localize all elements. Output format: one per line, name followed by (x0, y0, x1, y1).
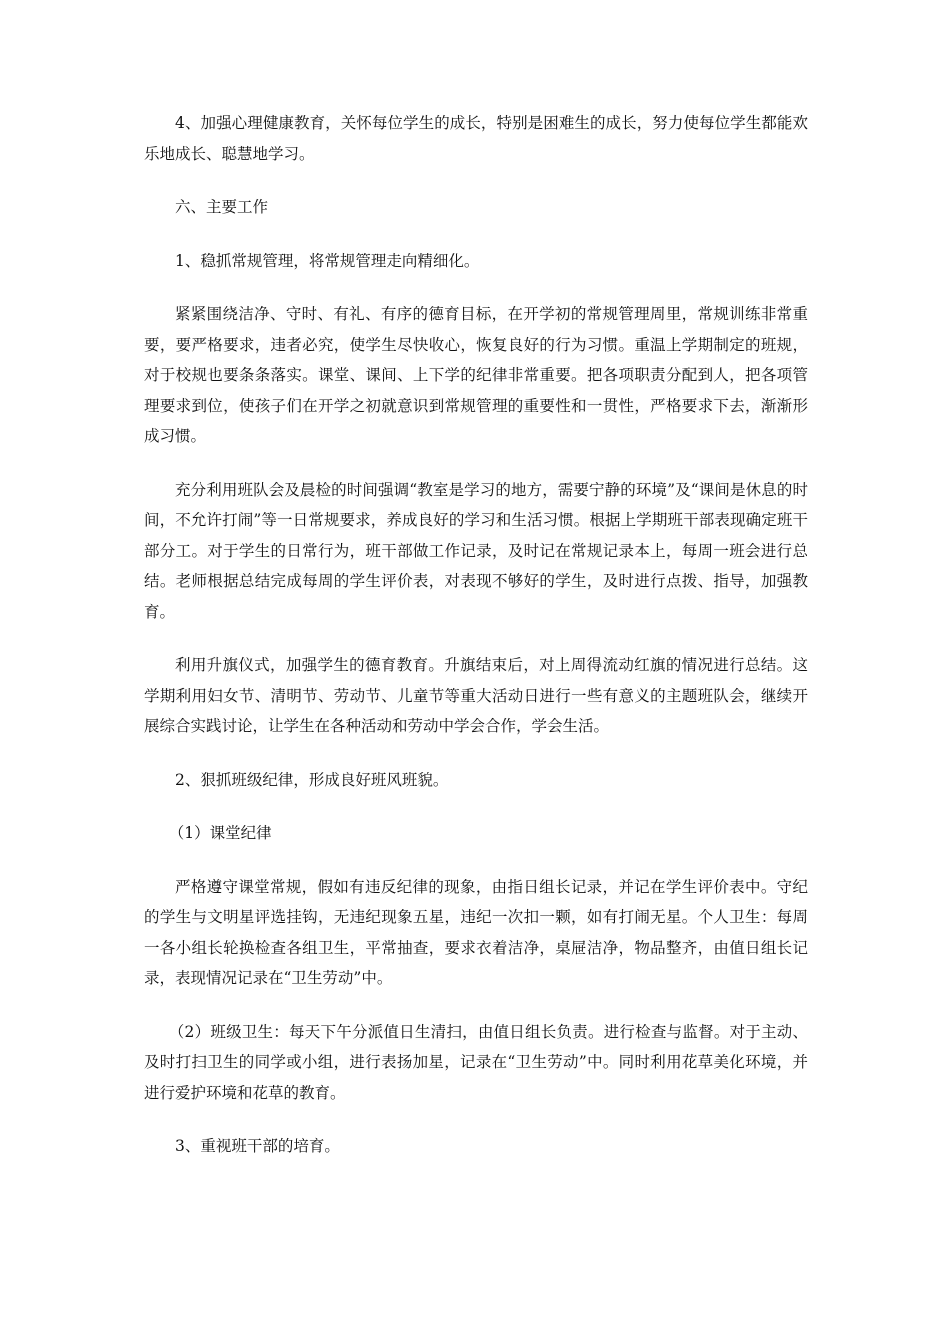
paragraph-classroom-rules: 严格遵守课堂常规，假如有违反纪律的现象，由指日组长记录，并记在学生评价表中。守纪的学生与文明星评选挂钩，无违纪现象五星，违纪一次扣一颗，如有打闹无星。个人卫生：每周一各小组长轮换检查各组卫生，平常抽查，要求衣着洁净，桌屉洁净，物品整齐，由值日组长记录，表现情况记录在“卫生劳动”中。 (144, 877, 808, 987)
subheading-routine-management: 1、稳抓常规管理，将常规管理走向精细化。 (175, 251, 480, 270)
document-body (144, 108, 808, 1185)
paragraph-flag-ceremony: 利用升旗仪式，加强学生的德育教育。升旗结束后，对上周得流动红旗的情况进行总结。这学期利用妇女节、清明节、劳动节、儿童节等重大活动日进行一些有意义的主题班队会，继续开展综合实践讨论，让学生在各种活动和劳动中学会合作，学会生活。 (144, 656, 808, 735)
paragraph-class-hygiene: （2）班级卫生：每天下午分派值日生清扫，由值日组长负责。进行检查与监督。对于主动、及时打扫卫生的同学或小组，进行表扬加星，记录在“卫生劳动”中。同时利用花草美化环境，并进行爱护环境和花草的教育。 (144, 1022, 808, 1102)
subheading-classroom-discipline: （1）课堂纪律 (168, 824, 272, 842)
paragraph-routine-goals: 紧紧围绕洁净、守时、有礼、有序的德育目标，在开学初的常规管理周里，常规训练非常重要，要严格要求，违者必究，使学生尽快收心，恢复良好的行为习惯。重温上学期制定的班规，对于校规也要条条落实。课堂、课间、上下学的纪律非常重要。把各项职责分配到人，把各项管理要求到位，使孩子们在开学之初就意识到常规管理的重要性和一贯性，严格要求下去，渐渐形成习惯。 (144, 305, 808, 445)
section-heading-main-work: 六、主要工作 (175, 198, 269, 216)
paragraph-item-4-mental-health: 4、加强心理健康教育，关怀每位学生的成长，特别是困难生的成长，努力使每位学生都能欢乐地成长、聪慧地学习。 (144, 114, 808, 163)
subheading-class-cadres: 3、重视班干部的培育。 (175, 1137, 340, 1155)
paragraph-class-meetings: 充分利用班队会及晨检的时间强调“教室是学习的地方，需要宁静的环境”及“课间是休息的时间，不允许打闹”等一日常规要求，养成良好的学习和生活习惯。根据上学期班干部表现确定班干部分工。对于学生的日常行为，班干部做工作记录，及时记在常规记录本上，每周一班会进行总结。老师根据总结完成每周的学生评价表，对表现不够好的学生，及时进行点拨、指导，加强教育。 (144, 480, 808, 621)
subheading-class-discipline: 2、狠抓班级纪律，形成良好班风班貌。 (175, 770, 449, 789)
